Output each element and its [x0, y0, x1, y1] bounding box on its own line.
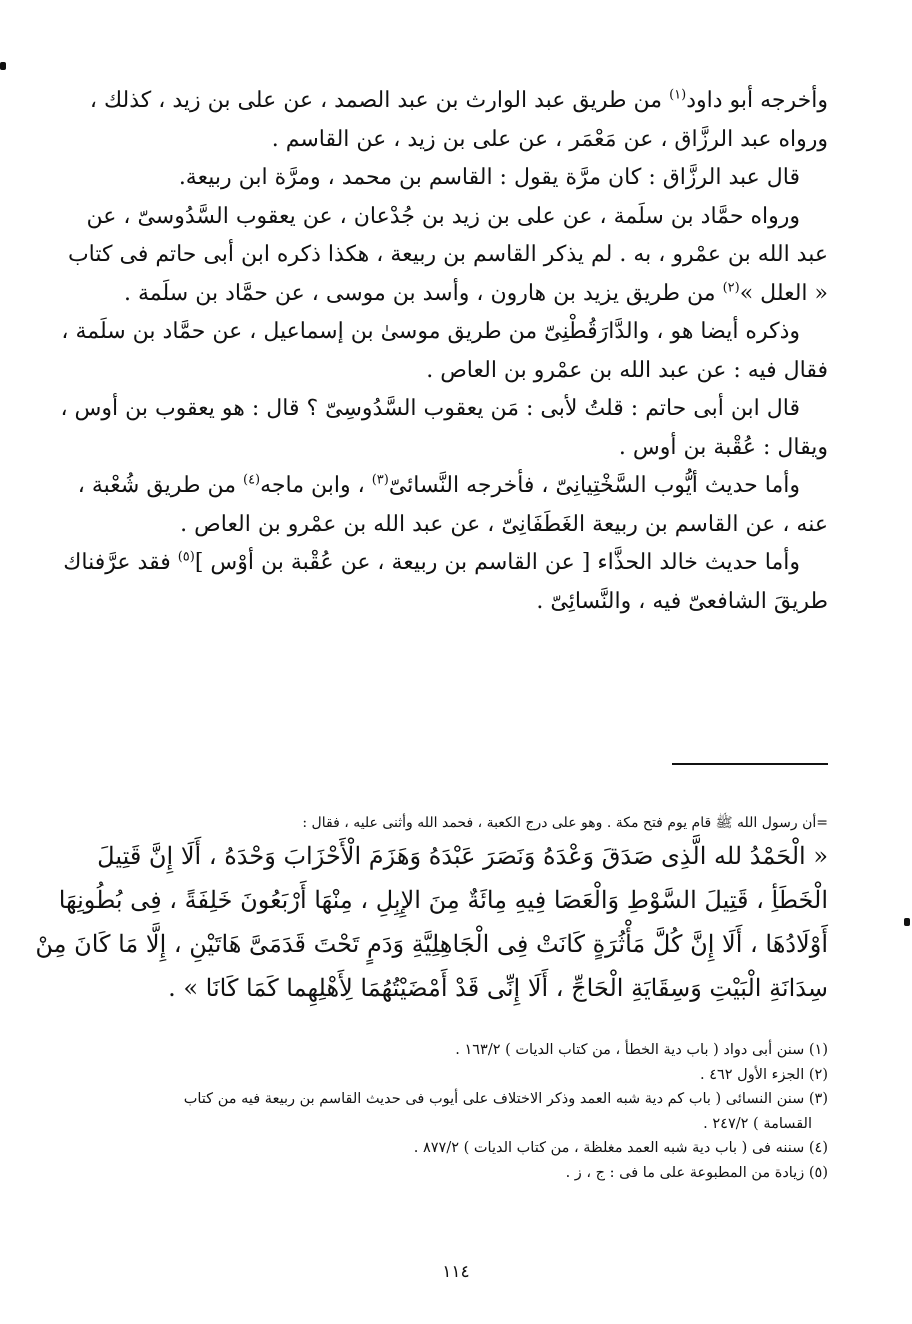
footnote: (٣) سنن النسائى ( باب كم دية شبه العمد وذكر الاختلاف على أيوب فى حديث القاسم بن ربيعة فيه من كتاب: [183, 1091, 828, 1107]
line-segment: قال عبد الرزَّاق : كان مرَّة يقول : القاسم بن محمد ، ومرَّة ابن ربيعة.: [178, 165, 800, 190]
footnote-ref: (٢): [722, 280, 740, 296]
line-segment: عنه ، عن القاسم بن ربيعة الغَطَفَانِىّ ، عن عبد الله بن عمْرو بن العاص .: [180, 511, 828, 537]
line-segment: عبد الله بن عمْرو ، به . لم يذكر القاسم بن ربيعة ، هكذا ذكره ابن أبى حاتم فى كتاب: [67, 242, 828, 267]
footnote-ref: (٤): [242, 472, 261, 488]
footnotes: [78, 1038, 828, 1185]
main-line: [78, 198, 828, 237]
line-segment: من طريق شُعْبة ،: [77, 473, 243, 498]
footnote-ref: (٣): [371, 472, 389, 488]
page-edge-mark-top: [0, 62, 6, 70]
line-segment: ، وابن ماجه: [260, 473, 372, 498]
main-line: [78, 275, 828, 314]
line-segment: من طريق يزيد بن هارون ، وأسد بن موسى ، عن حمَّاد بن سلَمة .: [124, 280, 723, 306]
continuation-intro: =أن رسول الله ﷺ قام يوم فتح مكة . وهو على درج الكعبة ، فحمد الله وأثنى عليه ، فقال :: [302, 815, 828, 831]
hadith-text: [35, 834, 828, 1010]
footnote-ref: (١): [669, 87, 687, 103]
hadith-line: الْخَطَأِ ، قَتِيلَ السَّوْطِ وَالْعَصَا فِيهِ مِائَةٌ مِنَ الإِبِلِ ، مِنْهَا أَرْبَعُونَ خَلِفَةً ، فِى بُطُونِهَا: [58, 886, 828, 914]
line-segment: وذكره أيضا هو ، والدَّارَقُطْنِىّ من طريق موسىٰ بن إسماعيل ، عن حمَّاد بن سلَمة ،: [61, 319, 800, 344]
footnote: (١) سنن أبى دواد ( باب دية الخطأ ، من كتاب الديات ) ١٦٣/٢ .: [455, 1042, 828, 1058]
line-segment: ويقال : عُقْبة بن أوس .: [618, 434, 828, 460]
main-line: [78, 583, 828, 622]
main-line: [78, 82, 828, 121]
line-segment: ورواه عبد الرزَّاق ، عن مَعْمَر ، عن على بن زيد ، عن القاسم .: [271, 126, 828, 152]
hadith-line: أَوْلَادُهَا ، أَلَا إِنَّ كُلَّ مَأْثُرَةٍ كَانَتْ فِى الْجَاهِلِيَّةِ وَدَمٍ تَحْتَ قَدَمَىَّ هَاتَيْنِ ، إِلَّا مَا كَانَ مِنْ: [35, 930, 828, 958]
main-line: [63, 544, 828, 583]
line-segment: فقال فيه : عن عبد الله بن عمْرو بن العاص .: [426, 357, 828, 383]
line-segment: ورواه حمَّاد بن سلَمة ، عن على بن زيد بن جُدْعان ، عن يعقوب السَّدُوسىّ ، عن: [86, 203, 800, 229]
main-line: [78, 467, 828, 506]
main-line: [78, 506, 828, 545]
line-segment: قال ابن أبى حاتم : قلتُ لأبى : مَن يعقوب السَّدُوسِىّ ؟ قال : هو يعقوب بن أوس ،: [60, 396, 800, 421]
line-segment: وأخرجه أبو داود: [686, 88, 828, 113]
footnote: (٢) الجزء الأول ٤٦٢ .: [699, 1066, 828, 1083]
hadith-line: سِدَانَةِ الْبَيْتِ وَسِقَايَةِ الْحَاجِّ ، أَلَا إِنِّى قَدْ أَمْضَيْتُهُمَا لِأَهْلِهِما كَمَا كَانَا » .: [168, 974, 828, 1002]
hadith-continuation: [35, 812, 828, 1010]
footnote: (٤) سننه فى ( باب دية شبه العمد مغلظة ، من كتاب الديات ) ٨٧٧/٢ .: [413, 1140, 828, 1156]
main-line: [78, 429, 828, 468]
hadith-line: « الْحَمْدُ لله الَّذِى صَدَقَ وَعْدَهُ وَنَصَرَ عَبْدَهُ وَهَزَمَ الْأَحْزَابَ وَحْدَهُ ، أَلَا إِنَّ قَتِيلَ: [97, 842, 828, 870]
line-segment: فقد عرَّفناك: [63, 550, 178, 575]
main-line: [67, 236, 828, 275]
line-segment: وأما حديث خالد الحذَّاء [ عن القاسم بن ربيعة ، عن عُقْبة بن أوْس ]: [194, 550, 800, 575]
page-number: ١١٤: [442, 1262, 470, 1282]
footnote: القسامة ) ٢٤٧/٢ .: [703, 1115, 812, 1132]
line-segment: « العلل »: [739, 280, 828, 306]
main-line: [60, 390, 828, 429]
main-line: [78, 159, 828, 198]
main-line: [78, 352, 828, 391]
footnote-ref: (٥): [177, 549, 195, 565]
main-text: [60, 82, 828, 621]
main-line: [61, 313, 828, 352]
footnote-separator: [672, 763, 828, 765]
line-segment: وأما حديث أيُّوب السَّخْتِيانِىّ ، فأخرجه النَّسائىّ: [388, 473, 800, 498]
line-segment: طريقَ الشافعىّ فيه ، والنَّسائِىّ .: [536, 588, 828, 614]
page-edge-mark-middle: [904, 918, 910, 926]
main-line: [78, 121, 828, 160]
footnote: (٥) زيادة من المطبوعة على ما فى : ج ، ز .: [565, 1164, 828, 1181]
line-segment: من طريق عبد الوارث بن عبد الصمد ، عن على بن زيد ، كذلك ،: [89, 88, 670, 113]
